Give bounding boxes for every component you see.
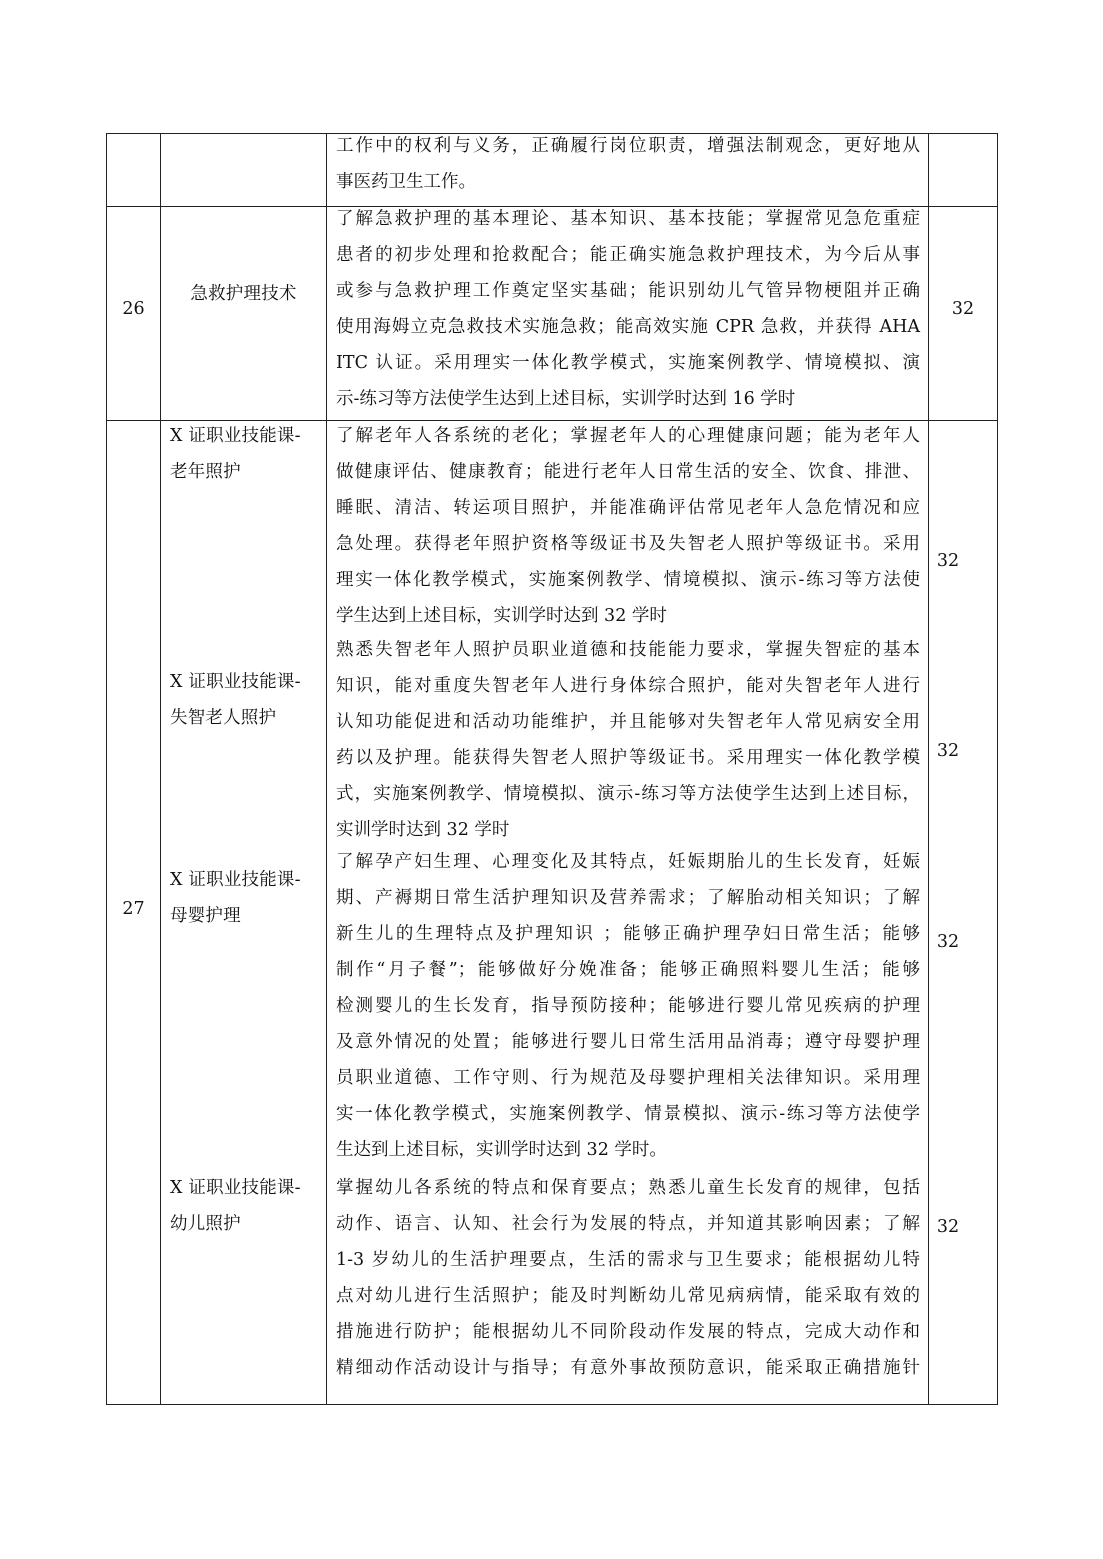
content-line: 员职业道德、工作守则、行为规范及母婴护理相关法律知识。采用理 [336,1068,920,1088]
content-line: 患者的初步处理和抢救配合；能正确实施急救护理技术，为今后从事 [336,245,920,265]
course-hours: 32 [951,299,975,319]
content-line: 措施进行防护；能根据幼儿不同阶段动作发展的特点，完成大动作和 [336,1322,920,1342]
course-content [336,201,920,417]
content-line: 了解孕产妇生理、心理变化及其特点，妊娠期胎儿的生长发育，妊娠 [336,852,920,872]
content-line: 工作中的权利与义务，正确履行岗位职责，增强法制观念，更好地从 [336,136,920,156]
course-hours: 32 [936,741,960,761]
table-rule-right [997,133,998,1405]
course-name: X 证职业技能课- [170,1178,301,1198]
content-line: ITC 认证。采用理实一体化教学模式，实施案例教学、情境模拟、演 [336,353,920,373]
content-line: 做健康评估、健康教育；能进行老年人日常生活的安全、饮食、排泄、 [336,462,920,482]
course-content [336,844,920,1168]
content-line: 点对幼儿进行生活照护；能及时判断幼儿常见病病情，能采取有效的 [336,1286,920,1306]
content-line: 动作、语言、认知、社会行为发展的特点，并知道其影响因素；了解 [336,1214,920,1234]
content-line: 事医药卫生工作。 [336,172,476,192]
content-line: 睡眠、清洁、转运项目照护，并能准确评估常见老年人急危情况和应 [336,498,920,518]
content-line: 及意外情况的处置；能够进行婴儿日常生活用品消毒；遵守母婴护理 [336,1032,920,1052]
course-name: X 证职业技能课- [170,870,301,890]
table-rule-col-name [160,133,161,1405]
row-number: 27 [122,899,145,919]
course-name: 幼儿照护 [170,1214,241,1234]
table-rule-col-hours [928,133,929,1405]
course-hours: 32 [936,1217,960,1237]
table-rule-col-content [326,133,327,1405]
content-line: 了解急救护理的基本理论、基本知识、基本技能；掌握常见急危重症 [336,209,920,229]
content-line: 实一体化教学模式，实施案例教学、情景模拟、演示-练习等方法使学 [336,1104,920,1124]
content-line: 生达到上述目标，实训学时达到 32 学时。 [336,1140,667,1160]
content-line: 知识，能对重度失智老年人进行身体综合照护，能对失智老年人进行 [336,676,920,696]
content-line: 急处理。获得老年照护资格等级证书及失智老人照护等级证书。采用 [336,534,920,554]
course-content [336,632,920,848]
content-line: 学生达到上述目标，实训学时达到 32 学时 [336,606,667,626]
content-line: 实训学时达到 32 学时 [336,820,510,840]
row-number: 26 [122,299,145,319]
course-hours: 32 [936,932,960,952]
table-rule-bottom [106,1404,998,1405]
course-name: 失智老人照护 [170,708,277,728]
content-line: 熟悉失智老年人照护员职业道德和技能能力要求，掌握失智症的基本 [336,640,920,660]
course-content [336,418,920,634]
content-line: 药以及护理。能获得失智老人照护等级证书。采用理实一体化教学模 [336,748,920,768]
content-line: 示-练习等方法使学生达到上述目标，实训学时达到 16 学时 [336,389,796,409]
content-line: 式，实施案例教学、情境模拟、演示-练习等方法使学生达到上述目标， [336,784,920,804]
course-name: 母婴护理 [170,906,241,926]
content-line: 期、产褥期日常生活护理知识及营养需求；了解胎动相关知识；了解 [336,888,920,908]
course-name: X 证职业技能课- [170,672,301,692]
content-line: 1-3 岁幼儿的生活护理要点，生活的需求与卫生要求；能根据幼儿特 [336,1250,920,1270]
course-name: X 证职业技能课- [170,426,301,446]
table-rule-left [106,133,107,1405]
content-line: 制作“月子餐”；能够做好分娩准备；能够正确照料婴儿生活；能够 [336,960,920,980]
course-content [336,1170,920,1386]
content-line: 掌握幼儿各系统的特点和保育要点；熟悉儿童生长发育的规律，包括 [336,1178,920,1198]
course-content [336,128,920,200]
content-line: 使用海姆立克急救技术实施急救；能高效实施 CPR 急救，并获得 AHA [336,317,920,337]
course-name: 老年照护 [170,462,241,482]
content-line: 新生儿的生理特点及护理知识 ；能够正确护理孕妇日常生活；能够 [336,924,920,944]
content-line: 认知功能促进和活动功能维护，并且能够对失智老年人常见病安全用 [336,712,920,732]
content-line: 了解老年人各系统的老化；掌握老年人的心理健康问题；能为老年人 [336,426,920,446]
content-line: 或参与急救护理工作奠定坚实基础；能识别幼儿气管异物梗阻并正确 [336,281,920,301]
course-hours: 32 [936,551,960,571]
content-line: 检测婴儿的生长发育，指导预防接种；能够进行婴儿常见疾病的护理 [336,996,920,1016]
content-line: 理实一体化教学模式，实施案例教学、情境模拟、演示-练习等方法使 [336,570,920,590]
course-name: 急救护理技术 [190,284,297,304]
content-line: 精细动作活动设计与指导；有意外事故预防意识，能采取正确措施针 [336,1358,920,1378]
